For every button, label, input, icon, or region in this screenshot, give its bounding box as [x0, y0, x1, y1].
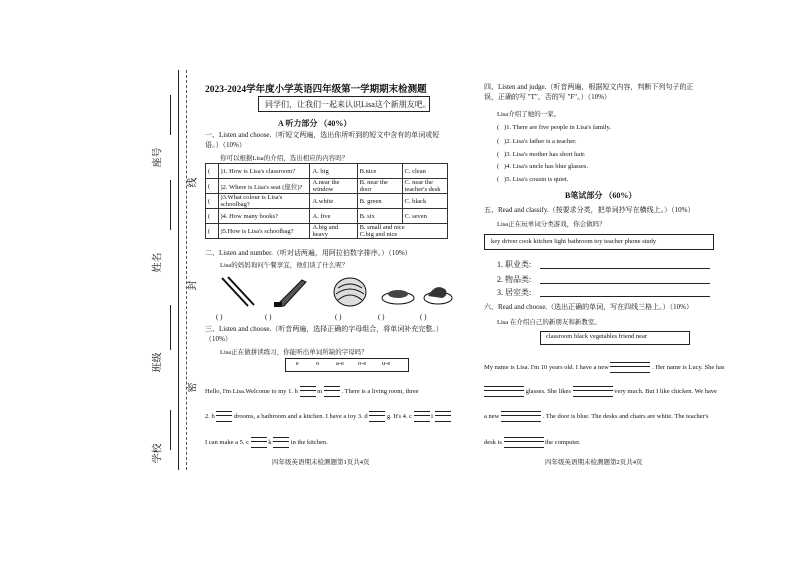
sidebar-solid-line: [178, 70, 179, 470]
q6-text: the computer.: [545, 438, 581, 446]
option-e: e: [296, 360, 299, 367]
option-b: B.nice: [357, 164, 402, 179]
blank-5a[interactable]: [251, 437, 267, 448]
option-c: C. seven: [402, 209, 447, 224]
option-a: A.near the window: [310, 179, 357, 194]
q5-cat3: 3. 居室类:: [497, 288, 532, 297]
q6-text: a new: [484, 412, 500, 420]
q3-line3-text-a: I can make a 5. c: [205, 438, 250, 446]
q3-line1-text-a: Hello, I'm Lisa.Welcome to my 1. h: [205, 387, 298, 395]
option-o-e: o-e: [358, 360, 367, 367]
answer-paren-4[interactable]: ( ): [378, 313, 385, 321]
q3-line2: [205, 411, 451, 422]
judge-text: )4. Lisa's uncle has blue glasses.: [504, 163, 589, 170]
seal-char-secret: 密: [187, 382, 199, 393]
chopsticks-icon: [222, 277, 254, 306]
seat-blank-line: [170, 95, 171, 135]
seal-char-seal: 封: [187, 280, 199, 291]
blank-fill-3[interactable]: [573, 386, 613, 397]
q3-line3: [205, 437, 328, 448]
q5-words: key driver cook kitchen light bathroom toy teacher phone study: [491, 238, 657, 245]
q6-text: glasses. She likes: [525, 387, 571, 395]
question-text: )4. How many books?: [218, 209, 310, 224]
table-row: [206, 164, 448, 179]
q3-heading: 三、Listen and choose.（听音两遍，选择正确的字母组合，将单词补充完整。）（10%）: [205, 325, 443, 343]
q6-para-line1: [484, 362, 725, 373]
answer-line-cat3[interactable]: [540, 296, 710, 297]
seal-char-line: 线: [187, 177, 199, 188]
judge-text: )1. There are five people in Lisa's family.: [504, 124, 611, 131]
q2-heading: 二、Listen and number.（听对话两遍，用阿拉伯数字排序。）（10%）: [205, 249, 412, 257]
blank-fill-2[interactable]: [484, 386, 524, 397]
question-text: )3.What colour is Lisa's schoolbag?: [218, 194, 310, 209]
q3-line1-text-c: . There is a living room, three: [341, 387, 419, 395]
answer-paren-2[interactable]: ( ): [265, 313, 272, 321]
q6-text: desk is: [484, 438, 502, 446]
answer-paren[interactable]: (: [206, 194, 219, 209]
q1-heading: 一、Listen and choose.（听短文两遍，选出你所听到的短文中含有的单词或短语。）（10%）: [205, 131, 440, 149]
option-a: A. big: [310, 164, 357, 179]
q6-heading: 六、Read and choose.（选出正确的单词，写在四线三格上。）（10%）: [484, 303, 694, 311]
answer-paren[interactable]: (: [206, 209, 219, 224]
blank-1a[interactable]: [300, 386, 316, 397]
q6-text: My name is Lisa. I'm 10 years old. I have a new: [484, 363, 609, 371]
q6-word-box: [540, 331, 690, 345]
q5-cat2: 2. 物品类:: [497, 275, 532, 284]
option-a: A. five: [310, 209, 357, 224]
blank-4a[interactable]: [414, 411, 430, 422]
question-text: )2. Where is Lisa's seat (座位)?: [218, 179, 310, 194]
judge-item-4: ( )4. Lisa's uncle has blue glasses.: [497, 163, 589, 170]
q3-line2-text-a: 2. b: [205, 412, 215, 420]
q6-text: very much. But I like chicken. We have: [614, 387, 717, 395]
blank-2[interactable]: [216, 411, 232, 422]
name-label: 姓名: [152, 252, 164, 273]
page1-title: 2023-2024学年度小学英语四年级第一学期期末检测题: [205, 85, 427, 95]
answer-paren[interactable]: (: [206, 164, 219, 179]
q6-text: . The door is blue. The desks and chairs are white. The teacher's: [542, 412, 709, 420]
q3-line2-text-c: g. It's 4. c: [386, 412, 413, 420]
seat-label: 座号: [152, 147, 164, 168]
section-a-title: A 听力部分 （40%）: [278, 119, 352, 128]
q3-line1-text-b: m: [317, 387, 323, 395]
banner-text: 同学们，让我们一起来认识Lisa这个新朋友吧。: [265, 100, 431, 109]
question-text: )5.How is Lisa's schoolbag?: [218, 224, 310, 239]
blank-fill-5[interactable]: [504, 437, 544, 448]
q6-intro: Lisa 在介绍自己的新朋友和新教室。: [497, 319, 601, 326]
blank-4b[interactable]: [435, 411, 451, 422]
table-row: [206, 194, 448, 209]
noodles-icon: [334, 278, 366, 306]
option-c: C. black: [402, 194, 447, 209]
option-b: B. small and nice: [359, 224, 405, 231]
answer-paren-3[interactable]: ( ): [335, 313, 342, 321]
q3-intro: Lisa正在做拼读练习，你能听出单词所缺的字母吗？: [220, 349, 368, 356]
option-u-e: u-e: [382, 360, 391, 367]
q2-intro: Lisa的妈妈询问午餐享宜，他们谈了什么呢？: [220, 262, 349, 269]
q6-para-line3: [484, 411, 709, 422]
judge-text: )3. Lisa's mother has short hair.: [504, 151, 586, 158]
answer-line-cat2[interactable]: [540, 283, 710, 284]
q1-intro: 你可以根据Lisa的介绍，选出相应的内容吗？: [220, 155, 349, 162]
option-b: B. six: [357, 209, 402, 224]
name-blank-line: [170, 180, 171, 230]
judge-item-2: ( )2. Lisa's father is a teacher.: [497, 138, 577, 145]
school-label: 学校: [152, 443, 164, 464]
judge-item-1: ( )1. There are five people in Lisa's family.: [497, 124, 611, 131]
table-row: [206, 224, 448, 239]
option-c: C.big and nice: [359, 231, 398, 238]
judge-text: )5. Lisa's cousin is quiet.: [504, 176, 569, 183]
q3-line3-text-c: in the kitchen.: [290, 438, 328, 446]
question-text: )1. How is Lisa's classroom?: [218, 164, 310, 179]
q3-line2-text-d: t: [431, 412, 434, 420]
class-label: 班级: [152, 352, 164, 373]
q3-line1: [205, 386, 419, 397]
q3-options-box: [285, 358, 409, 372]
page2-footer: 四年级英语期末检测题第2页共4页: [545, 459, 643, 466]
q5-word-box: [484, 234, 714, 250]
q6-para-line2: [484, 386, 717, 397]
answer-line-cat1[interactable]: [540, 268, 710, 269]
sidebar-dashed-line: [186, 70, 187, 470]
option-a: A.big and heavy: [310, 224, 357, 239]
section-b-title: B笔试部分 （60%）: [565, 191, 637, 200]
answer-paren[interactable]: (: [206, 179, 219, 194]
option-o: o: [316, 360, 320, 367]
answer-paren[interactable]: (: [206, 224, 219, 239]
option-c: C. near the teacher's desk: [402, 179, 447, 194]
q3-line3-text-b: k: [268, 438, 272, 446]
q6-text: . Her name is Lucy. She has: [652, 363, 725, 371]
option-bc: [357, 224, 447, 239]
judge-item-5: ( )5. Lisa's cousin is quiet.: [497, 176, 569, 183]
q1-table: [205, 163, 448, 239]
judge-item-3: ( )3. Lisa's mother has short hair.: [497, 151, 586, 158]
blank-3[interactable]: [369, 411, 385, 422]
q2-pictures: [214, 274, 454, 310]
judge-text: )2. Lisa's father is a teacher.: [504, 138, 577, 145]
banner-box: [258, 96, 430, 112]
blank-5b[interactable]: [273, 437, 289, 448]
option-b: B. green: [357, 194, 402, 209]
q5-heading: 五、Read and classify.（按要求分类，把单词抄写在横线上。）（10%）: [484, 206, 695, 214]
q6-para-line4: [484, 437, 581, 448]
blank-fill-1[interactable]: [610, 362, 650, 373]
q4-heading: 四、Listen and judge.（听音两遍，根据短文内容，判断下列句子的正误，正确的写 "T"，否的写 "F"。）（10%）: [484, 83, 694, 101]
table-row: [206, 179, 448, 194]
chicken-plate-icon: [424, 287, 452, 304]
option-a: A.white: [310, 194, 357, 209]
q6-words: classroom black vegetables friend near: [546, 333, 648, 340]
option-a-e: a-e: [336, 360, 344, 367]
option-c: C. clean: [402, 164, 447, 179]
class-blank-line: [170, 305, 171, 350]
page1-footer: 四年级英语期末检测题第1页共4页: [272, 459, 370, 466]
option-b: B. near the door: [357, 179, 402, 194]
q5-intro: Lisa正在玩单词分类游戏，你会做吗？: [497, 221, 606, 228]
table-row: [206, 209, 448, 224]
q4-intro: Lisa介绍了她的一家。: [497, 111, 561, 118]
answer-paren-1[interactable]: ( ): [216, 313, 223, 321]
answer-paren-5[interactable]: ( ): [420, 313, 427, 321]
blank-1b[interactable]: [324, 386, 340, 397]
school-blank-line: [170, 410, 171, 450]
q5-cat1: 1. 职业类:: [497, 260, 532, 269]
blank-fill-4[interactable]: [501, 411, 541, 422]
q3-line2-text-b: drooms, a bathroom and a kitchen. I have a toy 3. d: [234, 412, 368, 420]
knife-icon: [274, 280, 306, 307]
fish-plate-icon: [382, 290, 414, 304]
